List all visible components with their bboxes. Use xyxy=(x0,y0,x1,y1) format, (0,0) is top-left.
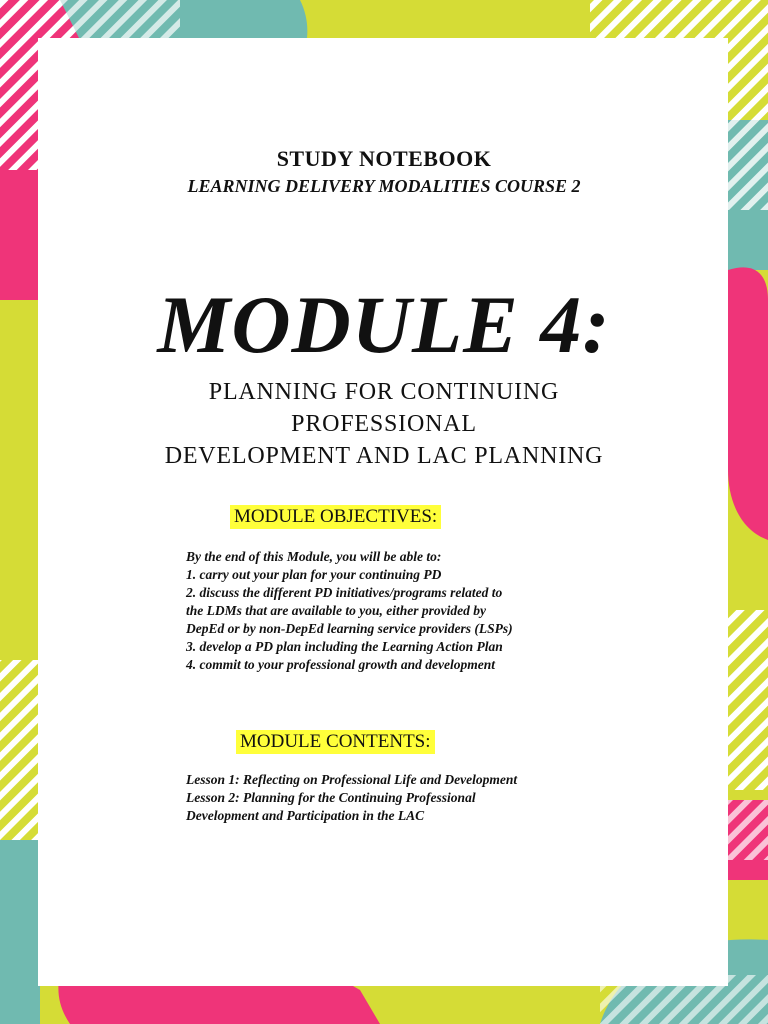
objective-line: DepEd or by non-DepEd learning service providers (LSPs) xyxy=(186,621,513,636)
objective-line: 2. discuss the different PD initiatives/programs related to xyxy=(186,585,503,600)
objective-line: the LDMs that are available to you, either provided by xyxy=(186,603,486,618)
objective-line: By the end of this Module, you will be able to: xyxy=(186,549,442,564)
module-subtitle-line: DEVELOPMENT AND LAC PLANNING xyxy=(164,443,604,469)
course-title: LEARNING DELIVERY MODALITIES COURSE 2 xyxy=(187,176,581,196)
objective-line: 1. carry out your plan for your continuing PD xyxy=(186,567,442,582)
module-subtitle-line: PLANNING FOR CONTINUING xyxy=(208,379,560,405)
contents-list xyxy=(186,771,517,825)
contents-heading: MODULE CONTENTS: xyxy=(236,730,435,754)
notebook-eyebrow: STUDY NOTEBOOK xyxy=(276,146,492,171)
objectives-list xyxy=(186,548,513,674)
lesson-line: Lesson 1: Reflecting on Professional Life and Development xyxy=(186,772,518,787)
module-title: MODULE 4: xyxy=(157,279,611,370)
lesson-line: Development and Participation in the LAC xyxy=(186,808,425,823)
objective-line: 3. develop a PD plan including the Learning Action Plan xyxy=(186,639,503,654)
lesson-line: Lesson 2: Planning for the Continuing Professional xyxy=(186,790,476,805)
objective-line: 4. commit to your professional growth and development xyxy=(186,657,496,672)
module-subtitle-line: PROFESSIONAL xyxy=(291,411,477,437)
objectives-heading: MODULE OBJECTIVES: xyxy=(230,505,441,529)
